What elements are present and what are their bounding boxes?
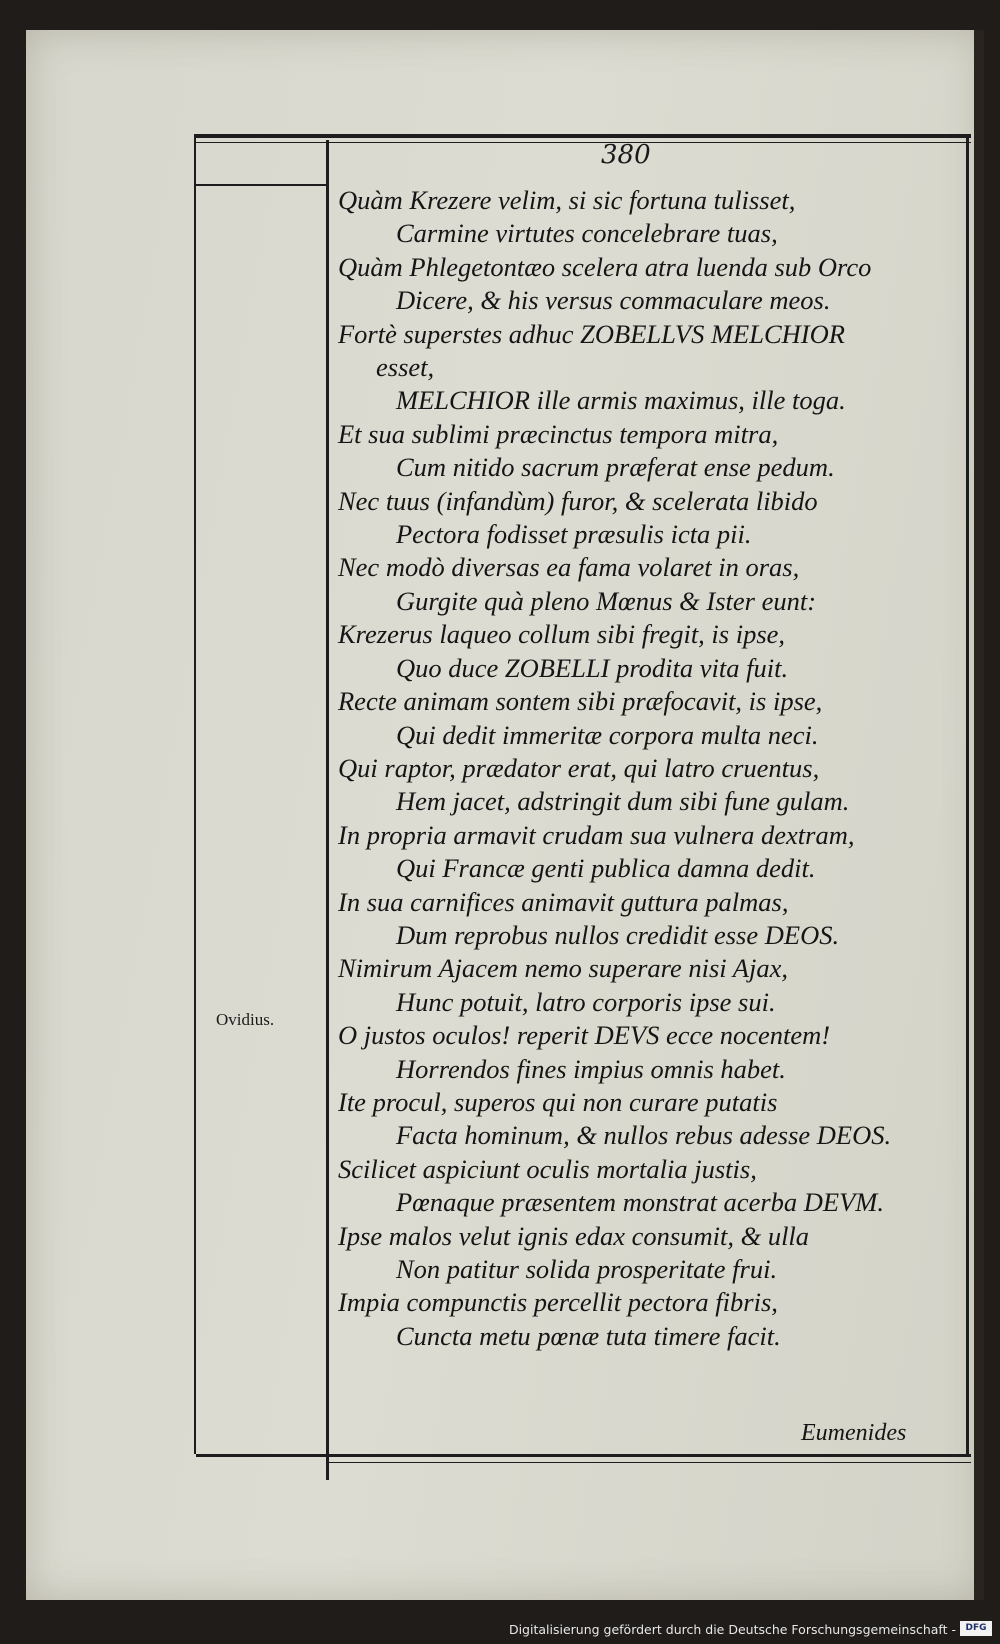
dfg-logo: DFG [960, 1621, 992, 1636]
frame-rule-right [966, 134, 969, 1454]
verse-line: Impia compunctis percellit pectora fibris, [338, 1287, 778, 1318]
verse-line: In propria armavit crudam sua vulnera dextram, [338, 819, 855, 850]
verse-line: Carmine virtutes concelebrare tuas, [396, 218, 778, 249]
verse-line: Nimirum Ajacem nemo superare nisi Ajax, [338, 953, 788, 984]
verse-line: In sua carnifices animavit guttura palmas, [338, 886, 789, 917]
verse-line: O justos oculos! reperit DEVS ecce nocentem! [338, 1020, 831, 1051]
verse-line: Dicere, & his versus commaculare meos. [396, 285, 831, 316]
verse-line: Qui dedit immeritæ corpora multa neci. [396, 719, 819, 750]
verse-line: Qui Francæ genti publica damna dedit. [396, 853, 816, 884]
digitization-footer [0, 1610, 1000, 1644]
verse-line: Scilicet aspiciunt oculis mortalia justis, [338, 1153, 757, 1184]
verse-line: esset, [376, 352, 435, 383]
frame-rule-bottom-thin [326, 1462, 971, 1463]
margin-rule [196, 184, 326, 186]
frame-rule-top-thin [196, 142, 971, 143]
catchword: Eumenides [801, 1420, 907, 1446]
verse-line: Fortè superstes adhuc ZOBELLVS MELCHIOR [338, 318, 845, 349]
page-number: 380 [601, 140, 651, 170]
verse-line: Recte animam sontem sibi præfocavit, is ipse, [338, 686, 823, 717]
verse-line: Hem jacet, adstringit dum sibi fune gulam. [396, 786, 850, 817]
verse-line: Gurgite quà pleno Mœnus & Ister eunt: [396, 585, 817, 616]
verse-line: Hunc potuit, latro corporis ipse sui. [396, 986, 776, 1017]
verse-line: Quàm Phlegetontæo scelera atra luenda sub Orco [338, 251, 872, 282]
verse-line: Dum reprobus nullos credidit esse DEOS. [396, 919, 840, 950]
verse-block [338, 184, 958, 1353]
verse-line: Horrendos fines impius omnis habet. [396, 1053, 786, 1084]
verse-line: Quo duce ZOBELLI prodita vita fuit. [396, 652, 789, 683]
verse-line: Cum nitido sacrum præferat ense pedum. [396, 452, 835, 483]
footer-credit: Digitalisierung gefördert durch die Deutsche Forschungsgemeinschaft - [508, 1622, 956, 1637]
verse-line: Quàm Krezere velim, si sic fortuna tulisset, [338, 185, 796, 215]
frame-rule-top [196, 134, 971, 138]
page-edge [974, 30, 984, 1600]
verse-line: Ipse malos velut ignis edax consumit, & ulla [338, 1220, 810, 1251]
margin-note: Ovidius. [216, 1010, 275, 1029]
verse-line: Nec modò diversas ea fama volaret in oras, [338, 552, 800, 583]
verse-line: Cuncta metu pœnæ tuta timere facit. [396, 1320, 781, 1351]
verse-line: Et sua sublimi præcinctus tempora mitra, [338, 418, 779, 449]
book-page [26, 30, 984, 1600]
frame-rule-bottom [196, 1454, 971, 1457]
frame-rule-column [326, 140, 329, 1480]
verse-line: Non patitur solida prosperitate frui. [396, 1254, 778, 1284]
verse-line: Krezerus laqueo collum sibi fregit, is ipse, [338, 619, 786, 650]
verse-line: MELCHIOR ille armis maximus, ille toga. [396, 385, 846, 416]
verse-line: Ite procul, superos qui non curare putatis [338, 1086, 778, 1117]
verse-line: Qui raptor, prædator erat, qui latro cruentus, [338, 752, 820, 783]
verse-line: Pectora fodisset præsulis icta pii. [396, 519, 752, 550]
frame-rule-left [194, 134, 196, 1454]
verse-line: Pœnaque præsentem monstrat acerba DEVM. [396, 1187, 884, 1218]
verse-line: Facta hominum, & nullos rebus adesse DEOS. [396, 1120, 892, 1151]
verse-line: Nec tuus (infandùm) furor, & scelerata libido [338, 485, 818, 516]
